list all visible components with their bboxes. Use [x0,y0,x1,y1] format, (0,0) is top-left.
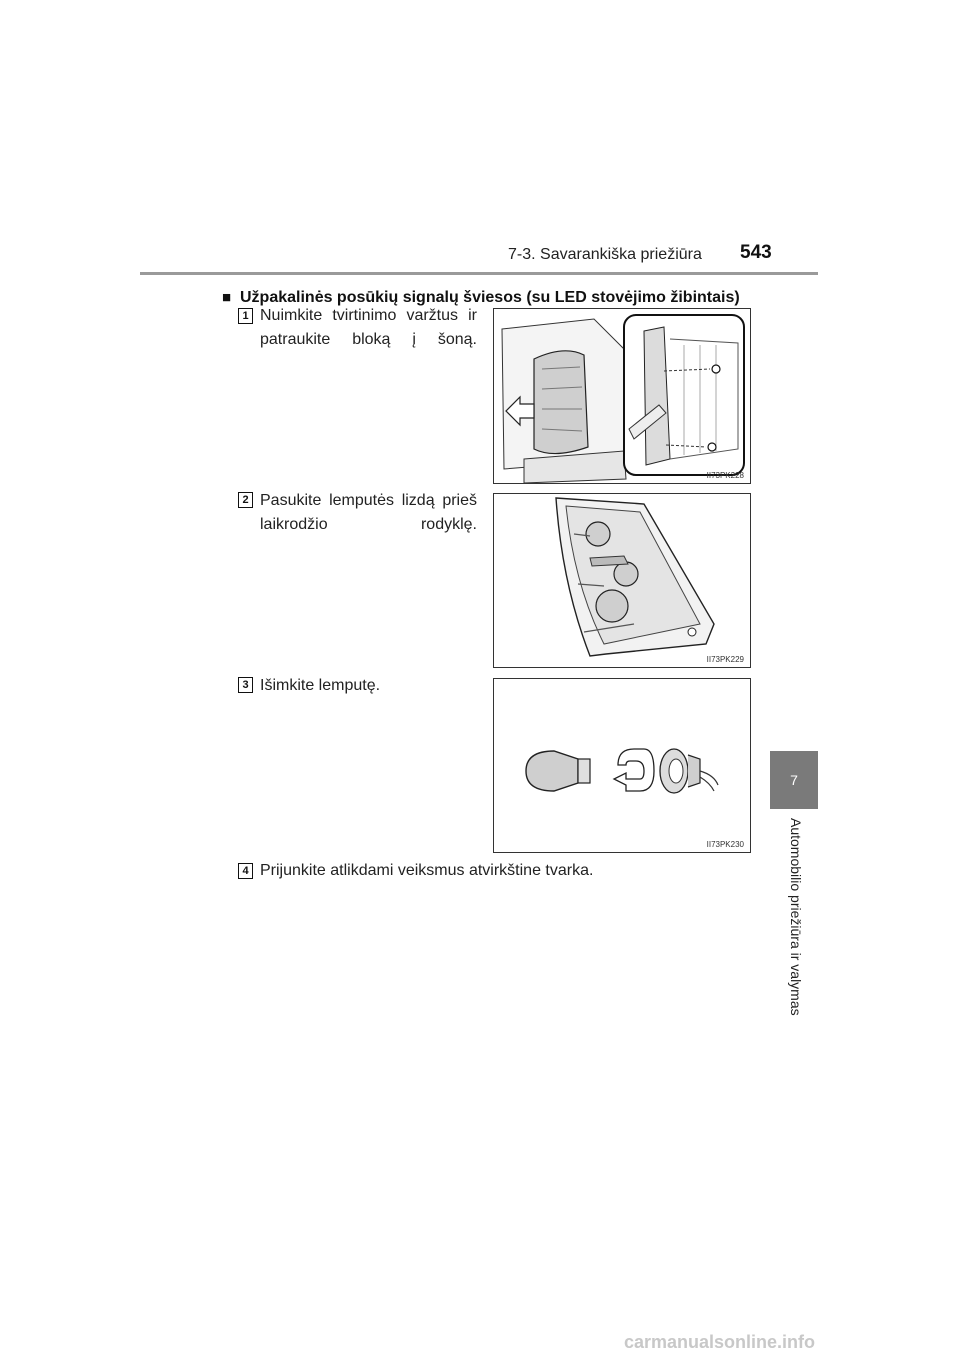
page-number: 543 [740,242,772,263]
step-text-3: Išimkite lemputę. [260,677,381,694]
figure-code-3: II73PK230 [706,840,744,849]
step-number-4: 4 [238,863,253,879]
header-divider [140,272,818,275]
figure-turn-socket [493,493,751,668]
step-number-3: 3 [238,677,253,693]
watermark: carmanualsonline.info [624,1332,816,1352]
figure-code-1: II73PK228 [706,471,744,480]
chapter-tab [770,751,818,809]
bulb-removal-illustration [494,679,750,852]
step-number-1: 1 [238,308,253,324]
chapter-number: 7 [790,772,798,788]
running-header-section: 7-3. Savarankiška priežiūra [508,246,702,263]
step-number-2: 2 [238,492,253,508]
section-title-text: Užpakalinės posūkių signalų šviesos (su LED stovėjimo žibintais) [240,289,740,306]
tail-lamp-removal-illustration [494,309,750,483]
chapter-title: Automobilio priežiūra ir valymas [788,818,804,1016]
step-text-4: Prijunkite atlikdami veiksmus atvirkštine tvarka. [260,862,594,879]
figure-remove-bulb [493,678,751,853]
step-text-1: Nuimkite tvirtinimo varžtus ir patraukite bloką į šoną. [260,307,477,348]
step-text-2: Pasukite lemputės lizdą prieš laikrodžio rodyklę. [260,492,477,533]
figure-remove-unit [493,308,751,484]
lamp-socket-illustration [494,494,750,667]
square-bullet-icon: ■ [222,289,232,306]
figure-code-2: II73PK229 [706,655,744,664]
